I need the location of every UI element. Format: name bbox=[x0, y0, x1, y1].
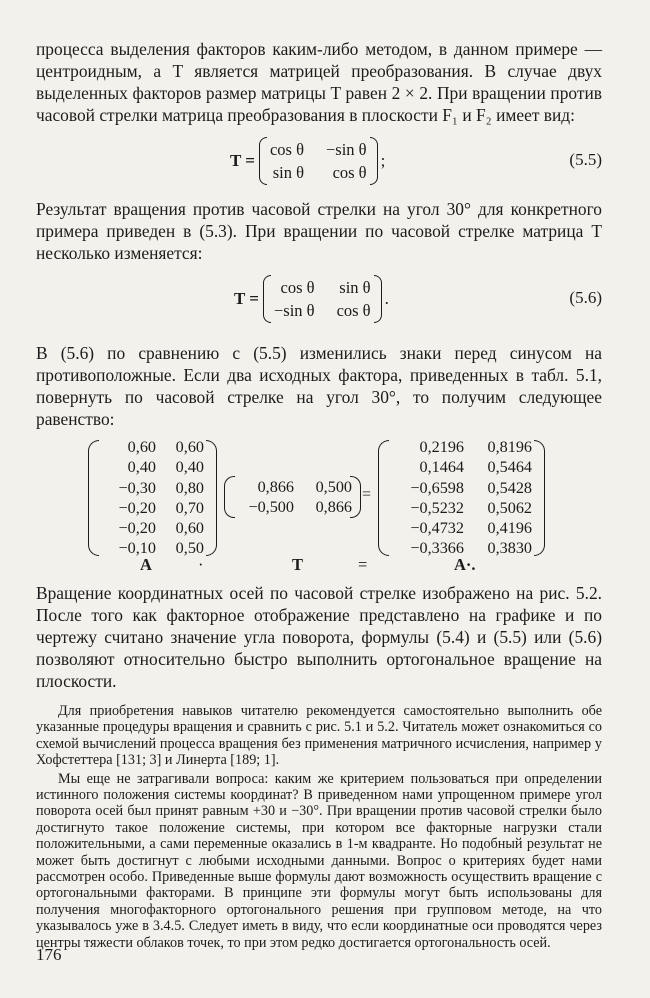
matrix-cell: −0,6598 bbox=[410, 478, 464, 497]
matrix-result-col1 bbox=[390, 437, 464, 559]
matrix-cell: −sin θ bbox=[273, 301, 315, 320]
matrix-cell: −0,30 bbox=[118, 478, 156, 497]
eq55-lhs: T = bbox=[230, 151, 255, 170]
label-equals: = bbox=[358, 555, 368, 574]
matrix-cell: −0,4732 bbox=[410, 519, 464, 538]
page-body bbox=[36, 38, 602, 951]
matrix-cell: 0,60 bbox=[175, 519, 204, 538]
matrix-a-right-paren bbox=[206, 440, 217, 556]
footnote-paragraph-2: Мы еще не затрагивали вопроса: каким же критерием пользоваться при определении истинного положения системы координат? В приведенном нами упрощенном примере угол поворота осей был принят равным +30 и −30°. При вращении против часовой стрелки было достигнуто такое положение системы, при котором все факторные нагрузки стали положительными, а сами переменные оказались в 1-м квадранте. Но подобный результат не может быть достигнут с любыми исходными данными. Вопрос о критериях будет нами рассмотрен особо. Приведенные выше формулы дают возможность осуществить вращение с ортогональными факторами. В принципе эти формулы могут быть использованы для получения многофакторного ортогонального решения при групповом методе, на что указывалось уже в 3.4.5. Следует иметь в виду, что если координатные оси проводятся через центры тяжести облаков точек, то при этом редко достигается ортогональность осей. bbox=[36, 770, 602, 951]
matrix-a-left-paren bbox=[88, 440, 99, 556]
label-result: A·. bbox=[454, 555, 476, 574]
matrix-cell: 0,40 bbox=[175, 458, 204, 477]
paragraph-3: В (5.6) по сравнению с (5.5) изменились знаки перед синусом на противоположные. Если два исходных фактора, приведенных в табл. 5.1, повернуть по часовой стрелке на угол 30°, то получим следующее равенство: bbox=[36, 343, 602, 429]
matrix-cell: 0,866 bbox=[315, 498, 352, 517]
rotation-equation bbox=[36, 434, 602, 574]
matrix-t-col2 bbox=[300, 477, 352, 518]
matrix-cell: cos θ bbox=[336, 301, 371, 320]
left-paren bbox=[259, 137, 267, 185]
matrix-cell: −0,500 bbox=[248, 498, 294, 517]
matrix-cell: 0,40 bbox=[127, 458, 156, 477]
matrix-cell: 0,5464 bbox=[487, 458, 532, 477]
right-paren bbox=[370, 137, 378, 185]
right-paren bbox=[374, 275, 382, 323]
page-number: 176 bbox=[36, 945, 62, 964]
eq56-tail: . bbox=[384, 289, 389, 308]
matrix-cell: 0,3830 bbox=[487, 539, 532, 558]
matrix-cell: cos θ bbox=[332, 163, 367, 182]
matrix-cell: 0,80 bbox=[175, 478, 204, 497]
matrix-cell: −0,3366 bbox=[410, 539, 464, 558]
label-a: A bbox=[140, 555, 152, 574]
paragraph-2: Результат вращения против часовой стрелки на угол 30° для конкретного примера приведен в (5.3). При вращении по часовой стрелке матрица T несколько изменяется: bbox=[36, 199, 602, 263]
matrix-cell: 0,866 bbox=[257, 478, 294, 496]
eq56-matrix bbox=[271, 277, 374, 321]
footnote-paragraph-1: Для приобретения навыков читателю рекомендуется самостоятельно выполнить обе указанные процедуры вращения и сравнить с рис. 5.1 и 5.2. Читатель может ознакомиться со схемой вычислений процесса вращения без применения матричного исчисления, например у Хофстеттера [131; 3] и Линерта [189; 1]. bbox=[36, 703, 602, 769]
matrix-result-right-paren bbox=[534, 440, 545, 556]
matrix-cell: −0,5232 bbox=[410, 498, 464, 517]
label-t: T bbox=[292, 555, 304, 574]
matrix-cell: 0,4196 bbox=[487, 519, 532, 538]
matrix-cell: −0,20 bbox=[118, 519, 156, 538]
matrix-cell: cos θ bbox=[269, 140, 304, 159]
matrix-cell: 0,5062 bbox=[487, 498, 532, 517]
matrix-a-col1 bbox=[106, 437, 156, 559]
matrix-cell: 0,8196 bbox=[487, 438, 532, 456]
matrix-result-col2 bbox=[472, 437, 532, 559]
equation-number-5-5: (5.5) bbox=[569, 150, 602, 169]
matrix-cell: 0,5428 bbox=[487, 478, 532, 497]
matrix-cell: sin θ bbox=[272, 163, 304, 182]
matrix-cell: 0,50 bbox=[175, 539, 204, 558]
matrix-cell: sin θ bbox=[339, 278, 371, 297]
matrix-cell: cos θ bbox=[280, 278, 315, 297]
matrix-cell: 0,1464 bbox=[419, 458, 464, 477]
matrix-cell: 0,60 bbox=[127, 438, 156, 456]
matrix-cell: −0,10 bbox=[118, 539, 156, 558]
equation-5-5 bbox=[36, 134, 602, 190]
equation-5-6 bbox=[36, 272, 602, 328]
paragraph-4: Вращение координатных осей по часовой стрелке изображено на рис. 5.2. После того как факторное отображение представлено на графике и по чертежу считано значение угла поворота, формулы (5.4) и (5.5) или (5.6) позволяют относительно быстро выполнить ортогональное вращение на плоскости. bbox=[36, 583, 602, 691]
eq55-matrix bbox=[267, 139, 370, 183]
matrix-cell: 0,2196 bbox=[419, 438, 464, 456]
matrix-a-col2 bbox=[166, 437, 204, 559]
eq55-tail: ; bbox=[380, 151, 386, 170]
matrix-t-right-paren bbox=[350, 476, 361, 518]
label-dot: · bbox=[198, 555, 204, 574]
matrix-result-left-paren bbox=[378, 440, 389, 556]
equals-sign: = bbox=[362, 486, 372, 503]
matrix-cell: 0,60 bbox=[175, 438, 204, 456]
equation-number-5-6: (5.6) bbox=[569, 288, 602, 307]
left-paren bbox=[263, 275, 271, 323]
matrix-cell: 0,500 bbox=[315, 478, 352, 496]
matrix-cell: 0,70 bbox=[175, 498, 204, 517]
paragraph-1: процесса выделения факторов каким-либо методом, в данном примере — центроидным, а T является матрицей преобразования. В случае двух выделенных факторов размер матрицы T равен 2 × 2. При вращении против часовой стрелки матрица преобразования в плоскости F₁ и F₂ имеет вид: bbox=[36, 39, 602, 125]
matrix-cell: −sin θ bbox=[326, 140, 367, 159]
matrix-t-col1 bbox=[232, 477, 294, 518]
eq56-lhs: T = bbox=[234, 289, 259, 308]
matrix-cell: −0,20 bbox=[118, 498, 156, 517]
